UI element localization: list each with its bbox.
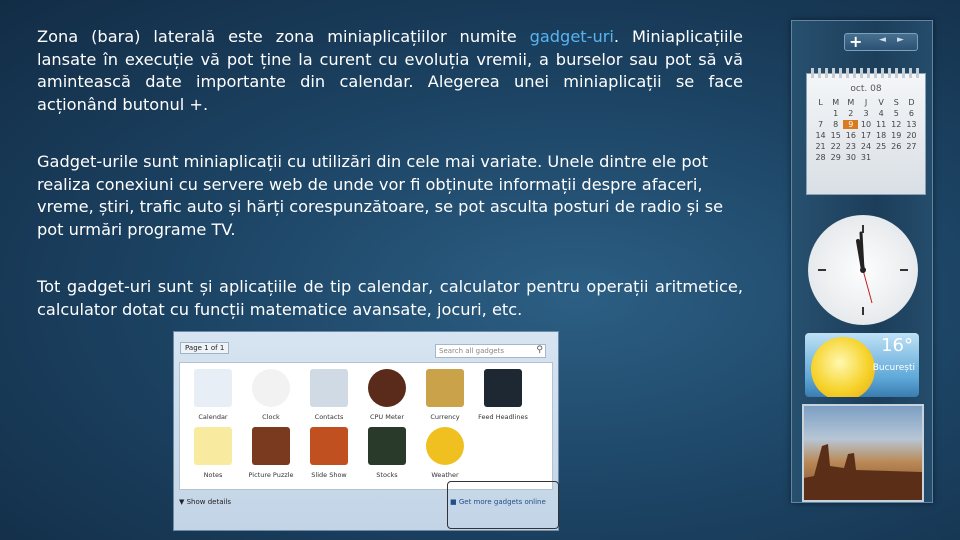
calendar-day[interactable]: 5 [893, 109, 899, 118]
gadget-contacts[interactable] [300, 369, 358, 421]
search-placeholder: Search all gadgets [439, 347, 504, 355]
gadget-slide-show[interactable] [300, 427, 358, 479]
get-more-gadgets-link[interactable]: ■ Get more gadgets online [450, 498, 546, 506]
calendar-day[interactable]: 10 [860, 120, 872, 129]
stocks-icon [368, 427, 406, 465]
p1-text: Zona (bara) laterală este zona miniaplicațiilor numite [37, 27, 530, 46]
gadget-label: Picture Puzzle [248, 471, 294, 479]
calendar-icon [194, 369, 232, 407]
weather-temperature: 16° [881, 335, 913, 356]
calendar-binding [811, 68, 921, 78]
calendar-month: oct. 08 [850, 84, 882, 94]
currency-icon [426, 369, 464, 407]
calendar-day[interactable]: 11 [876, 120, 887, 129]
calendar-day[interactable]: 12 [891, 120, 902, 129]
sun-icon [811, 337, 875, 397]
gadget-notes[interactable] [184, 427, 242, 479]
notes-icon [194, 427, 232, 465]
gadget-label: Notes [203, 471, 223, 479]
paragraph-2: Gadget-urile sunt miniaplicații cu utilizări din cele mai variate. Unele dintre ele pot realiza conexiuni cu servere web de unde vor fi obținute informații despre afaceri, vreme, știri, trafic auto și hărți corespunzătoare, se pot asculta posturi de radio și se pot urmări programe TV. [37, 152, 724, 239]
calendar-day[interactable]: 21 [815, 142, 826, 151]
gadget-calendar[interactable] [184, 369, 242, 421]
gadget-label: Calendar [198, 413, 228, 421]
sidebar-controls [844, 33, 918, 51]
gadget-weather[interactable] [416, 427, 474, 479]
add-gadget-button[interactable]: + [849, 32, 863, 51]
calendar-day: M [847, 98, 855, 107]
calendar-day[interactable]: 31 [860, 153, 872, 162]
calendar-day[interactable]: 28 [815, 153, 826, 162]
gadget-label: Currency [430, 413, 460, 421]
calendar-day: J [864, 98, 868, 107]
page-indicator[interactable]: Page 1 of 1 [180, 342, 229, 354]
weather-gadget[interactable] [805, 333, 919, 397]
calendar-gadget[interactable] [806, 73, 926, 195]
gadget-clock[interactable] [242, 369, 300, 421]
next-page-button[interactable]: ► [897, 35, 904, 45]
gadget-cpu-meter[interactable] [358, 369, 416, 421]
feed-headlines-icon [484, 369, 522, 407]
weather-icon [426, 427, 464, 465]
calendar-day[interactable]: 17 [860, 131, 872, 140]
calendar-day[interactable]: 1 [833, 109, 839, 118]
gadget-sidebar [791, 20, 933, 503]
calendar-day[interactable]: 19 [891, 131, 902, 140]
gadget-label: Slide Show [311, 471, 347, 479]
calendar-day[interactable]: 29 [830, 153, 841, 162]
calendar-grid [813, 98, 919, 162]
search-gadgets-input[interactable] [435, 344, 546, 358]
calendar-day[interactable]: 25 [876, 142, 887, 151]
calendar-day[interactable]: 7 [818, 120, 824, 129]
gadget-label: Clock [262, 413, 280, 421]
calendar-day[interactable]: 16 [845, 131, 856, 140]
clock-face-icon [808, 215, 918, 325]
calendar-day[interactable]: 3 [863, 109, 869, 118]
paragraph-3: Tot gadget-uri sunt și aplicațiile de tip calendar, calculator pentru operații aritmetice, calculator dotat cu funcții matematice avansate, jocuri, etc. [37, 277, 743, 319]
calendar-day[interactable]: 30 [845, 153, 856, 162]
clock-gadget[interactable] [808, 215, 918, 325]
paragraph-1 [37, 26, 743, 116]
gadget-term: gadget-uri [529, 27, 614, 46]
calendar-day[interactable]: 13 [906, 120, 917, 129]
calendar-day[interactable]: 6 [908, 109, 914, 118]
p1-text-end: . Miniaplicațiile lansate în execuție vă pot ține la curent cu evoluția vremii, a burselor sau pot să vă amintească date importante din calendar. Alegerea unei miniaplicații se face acționând butonul +. [37, 27, 743, 114]
show-details-toggle[interactable]: ▼ Show details [179, 498, 232, 506]
calendar-day [813, 109, 828, 118]
show-details-label: Show details [186, 498, 232, 506]
gadget-label: Weather [431, 471, 459, 479]
gadget-label: Contacts [314, 413, 344, 421]
calendar-day[interactable]: 8 [833, 120, 839, 129]
calendar-day[interactable]: 27 [906, 142, 917, 151]
calendar-day: V [878, 98, 884, 107]
calendar-day[interactable]: 20 [906, 131, 917, 140]
calendar-day[interactable]: 2 [848, 109, 854, 118]
calendar-day[interactable]: 4 [878, 109, 884, 118]
contacts-icon [310, 369, 348, 407]
magnifier-icon[interactable]: ⚲ [536, 345, 543, 355]
gadget-label: CPU Meter [369, 413, 405, 421]
get-more-label: Get more gadgets online [458, 498, 546, 506]
highlight-frame [447, 481, 559, 529]
gadget-label: Feed Headlines [478, 413, 528, 421]
gadget-gallery [179, 362, 553, 490]
calendar-day[interactable]: 23 [845, 142, 856, 151]
calendar-day: M [832, 98, 840, 107]
calendar-day: S [893, 98, 899, 107]
gadget-label: Stocks [376, 471, 398, 479]
slideshow-gadget[interactable] [802, 404, 924, 502]
cpu-meter-icon [368, 369, 406, 407]
weather-city: București [872, 363, 915, 373]
calendar-day[interactable]: 24 [860, 142, 872, 151]
gadget-feed-headlines[interactable] [474, 369, 532, 421]
calendar-day: D [908, 98, 915, 107]
gadget-currency[interactable] [416, 369, 474, 421]
calendar-day[interactable]: 14 [815, 131, 826, 140]
calendar-day[interactable]: 22 [830, 142, 841, 151]
picture-puzzle-icon [252, 427, 290, 465]
gadget-picture-puzzle[interactable] [242, 427, 300, 479]
desert-landscape-icon [804, 406, 922, 500]
calendar-day: L [818, 98, 823, 107]
clock-icon [252, 369, 290, 407]
prev-page-button[interactable]: ◄ [879, 35, 886, 45]
slide-show-icon [310, 427, 348, 465]
calendar-day[interactable]: 9 [843, 120, 858, 129]
gadget-stocks[interactable] [358, 427, 416, 479]
calendar-day[interactable]: 18 [876, 131, 887, 140]
calendar-day[interactable]: 26 [891, 142, 902, 151]
calendar-day[interactable]: 15 [830, 131, 841, 140]
